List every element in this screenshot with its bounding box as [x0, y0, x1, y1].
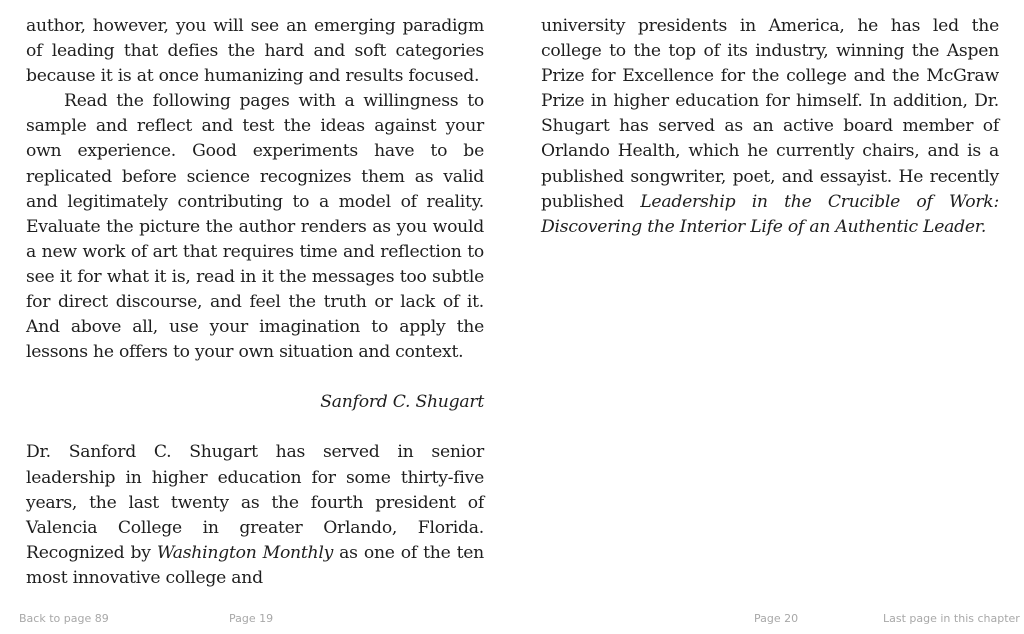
chapter-status: Last page in this chapter [883, 612, 1020, 625]
back-to-page-link[interactable]: Back to page 89 [19, 612, 109, 625]
paragraph: Read the following pages with a willingness to sample and reflect and test the ideas against your own experience. Good experiments have to be replicated before science recognizes them as valid and legitimately contributing to a model of reality. Evaluate the picture the author renders as you would a new work of art that requires time and reflection to see it for what it is, read in it the messages too subtle for direct discourse, and feel the truth or lack of it. And above all, use your imagination to apply the lessons he offers to your own situation and context. [26, 91, 484, 363]
right-page [541, 14, 999, 240]
signature: Sanford C. Shugart [320, 392, 484, 413]
bio-continued-text: university presidents in America, he has led the college to the top of its industry, winning the Aspen Prize for Excellence for the college and the McGraw Prize in higher education for himself. In addition, Dr. Shugart has served as an active board member of Orlando Health, which he currently chairs, and is a published songwriter, poet, and essayist. He recently published [541, 16, 999, 212]
author-bio [26, 440, 484, 591]
book-title: Leadership in the Crucible of Work: Discovering the Interior Life of an Authentic Leader. [541, 191, 999, 237]
bio-publication-title: Washington Monthly [156, 542, 334, 563]
paragraph: author, however, you will see an emerging paradigm of leading that defies the hard and soft categories because it is at once humanizing and results focused. [26, 16, 484, 87]
right-page-number: Page 20 [754, 612, 799, 625]
bio-text: Dr. Sanford C. Shugart has served in senior leadership in higher education for some thirty-five years, the last twenty as the fourth president of Valencia College in greater Orlando, Florida. Recognized by [26, 442, 484, 563]
bio-text: as one of the ten most innovative college and [26, 542, 484, 588]
paragraph [541, 14, 999, 240]
left-page [26, 14, 484, 591]
left-page-number: Page 19 [229, 612, 274, 625]
